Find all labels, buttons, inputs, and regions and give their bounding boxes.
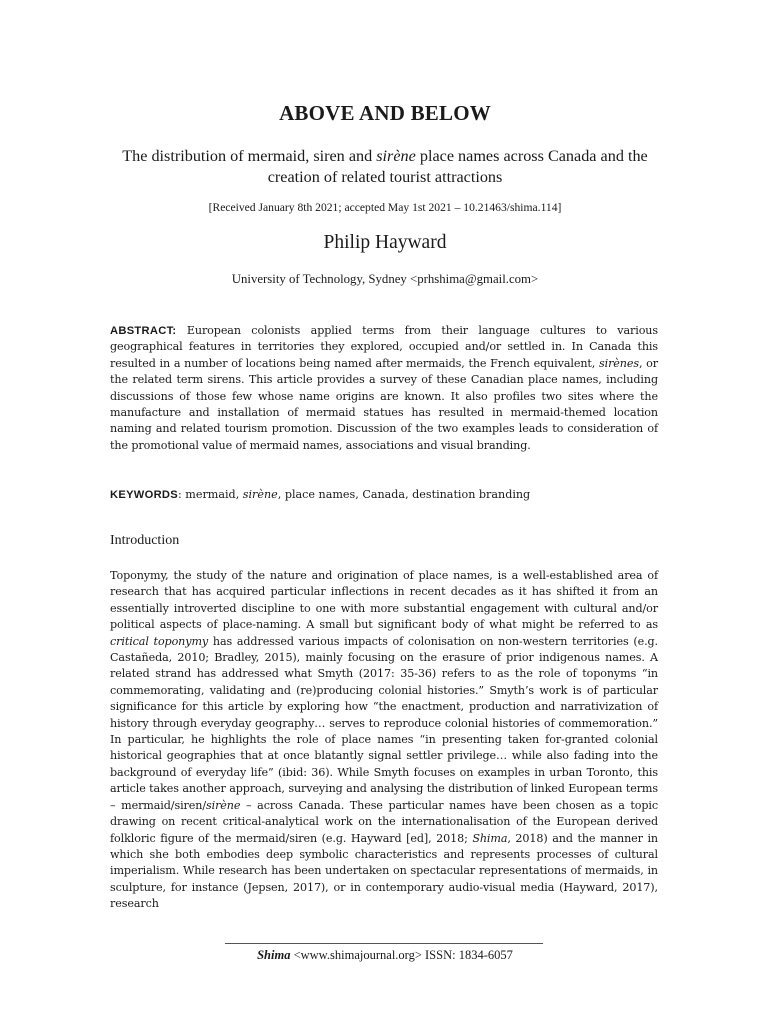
section-heading: Introduction bbox=[110, 533, 180, 548]
body-text-2: has addressed various impacts of colonisation on non-western territories (e.g. Castañeda, 2010; Bradley, 2015), mainly focusing on the erasure of prior indigenous names. A related strand has addressed what Smyth (2017: 35-36) refers to as the role of toponyms “in commemorating, validating and (re)producing colonial histories.” Smyth’s work is of particular significance for this article by exploring how “the enactment, production and narrativization of history through everyday geography… serves to reproduce colonial histories of commemoration.” In particular, he highlights the role of place names “in presenting taken for-granted colonial historical geographies that at once blatantly signal settler privilege… while also fading into the background of everyday life” (ibid: 36). While Smyth focuses on examples in urban Toronto, this article takes another approach, surveying and analysing the distribution of linked European terms – mermaid/siren/ bbox=[110, 634, 659, 812]
subtitle-text-2: place names across Canada and the creation of related tourist attractions bbox=[267, 147, 648, 186]
body-italic-3: Shima bbox=[472, 831, 508, 845]
body-text-3: – across Canada. These particular names have been chosen as a topic drawing on recent critical-analytical work on the internationalisation of the European derived folkloric figure of the mermaid/siren (e.g. Hayward [ed], 2018; bbox=[110, 798, 659, 845]
abstract-text: European colonists applied terms from their language cultures to various geographical features in territories they explored, occupied and/or settled in. In Canada this resulted in a number of locations being named after mermaids, the French equivalent, bbox=[110, 324, 658, 370]
keywords bbox=[110, 487, 658, 503]
abstract-label: ABSTRACT: bbox=[110, 325, 177, 337]
subtitle-text: The distribution of mermaid, siren and bbox=[122, 147, 377, 165]
author-affiliation: University of Technology, Sydney <prhshima@gmail.com> bbox=[231, 272, 539, 286]
body-text-4: , 2018) and the manner in which she both embodies deep symbolic characteristics and represents processes of cultural imperialism. While research has been undertaken on spectacular representations of mermaids, in sculpture, for instance (Jepsen, 2017), or in contemporary audio-visual media (Hayward, 2017), research bbox=[110, 831, 658, 911]
article-subtitle bbox=[100, 146, 670, 188]
footer-divider bbox=[225, 943, 543, 944]
body-paragraph bbox=[110, 568, 658, 913]
abstract-text-2: , or the related term sirens. This article provides a survey of these Canadian place names, including discussions of those few whose name origins are known. It also profiles two sites where the manufacture and installation of mermaid statues has resulted in mermaid-themed location naming and related tourism promotion. Discussion of the two examples leads to consideration of the promotional value of mermaid names, associations and visual branding. bbox=[110, 356, 659, 452]
footer-text: <www.shimajournal.org> ISSN: 1834-6057 bbox=[290, 948, 513, 962]
article-title: ABOVE AND BELOW bbox=[279, 101, 491, 125]
received-date: [Received January 8th 2021; accepted May 1st 2021 – 10.21463/shima.114] bbox=[208, 201, 562, 214]
body-italic-1: critical toponymy bbox=[110, 634, 209, 648]
subtitle-italic: sirène bbox=[376, 147, 416, 165]
keywords-label: KEYWORDS bbox=[110, 489, 179, 501]
keywords-italic: sirène bbox=[242, 488, 278, 501]
page-footer bbox=[0, 948, 770, 963]
abstract-italic: sirènes bbox=[598, 356, 639, 370]
author-name: Philip Hayward bbox=[323, 232, 447, 253]
body-text-1: Toponymy, the study of the nature and origination of place names, is a well-established area of research that has acquired particular inflections in recent decades as it has shifted it from an essentially introverted discipline to one with more substantial engagement with cultural and/or political aspects of place-naming. A small but significant body of what might be referred to as bbox=[110, 569, 658, 632]
keywords-text-2: , place names, Canada, destination branding bbox=[277, 488, 531, 501]
journal-name: Shima bbox=[257, 948, 291, 962]
keywords-text: : mermaid, bbox=[178, 488, 243, 501]
abstract bbox=[110, 323, 658, 454]
body-italic-2: sirène bbox=[206, 798, 241, 812]
